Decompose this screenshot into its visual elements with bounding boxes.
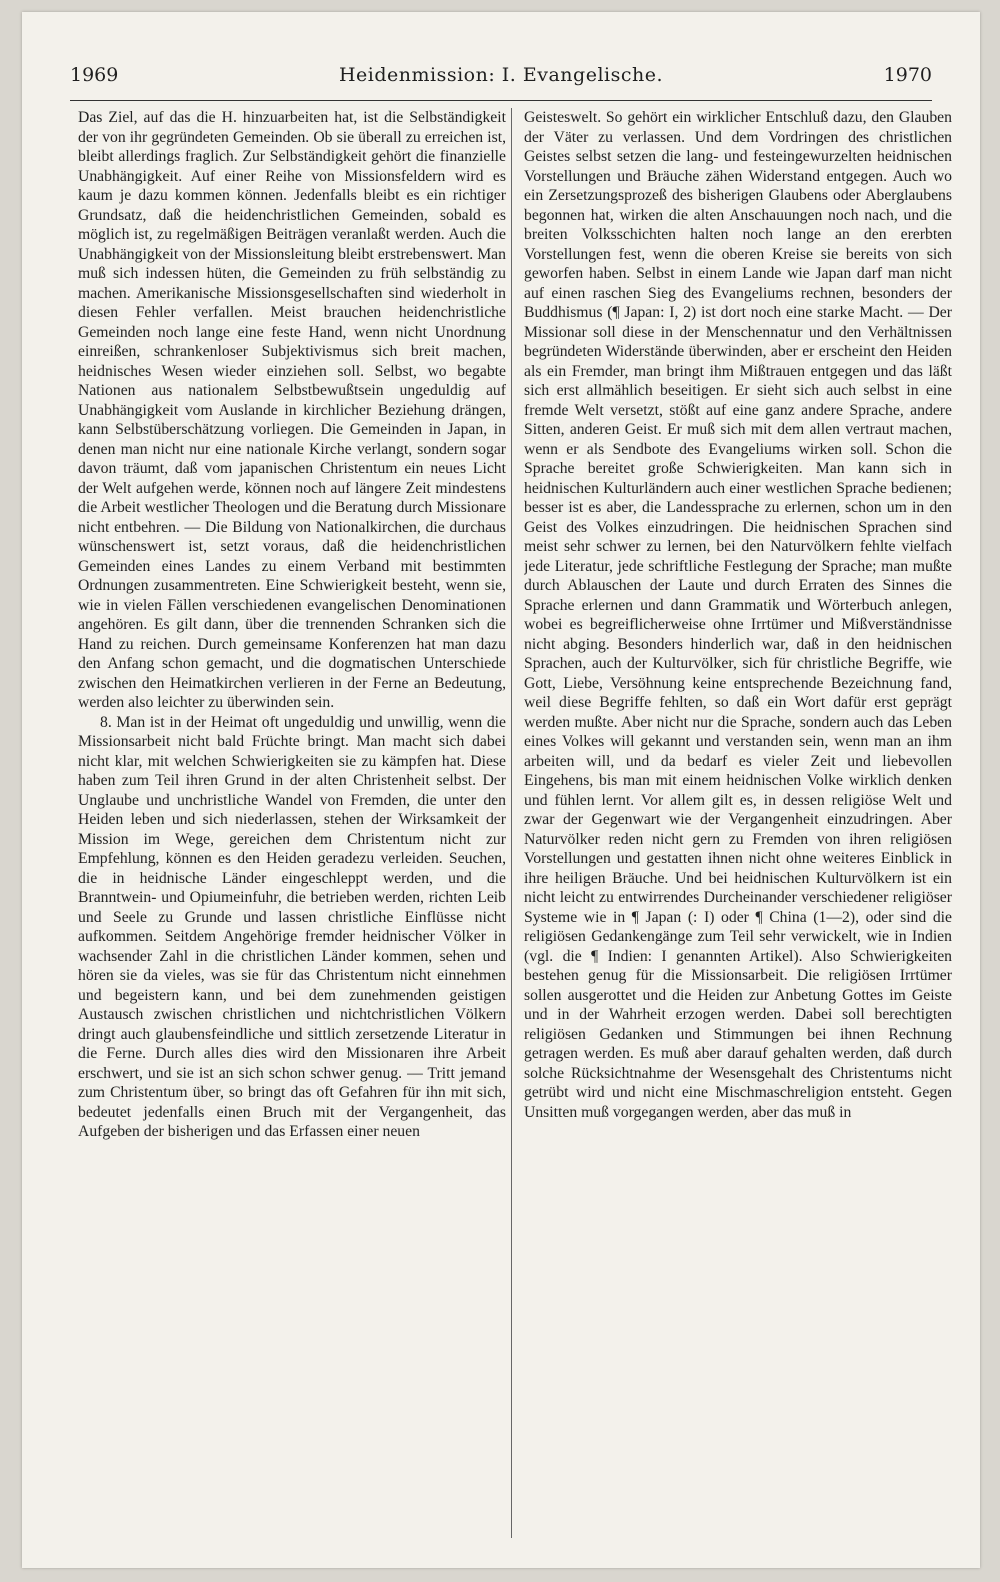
left-column <box>78 108 506 1538</box>
page-number-right: 1970 <box>883 64 932 86</box>
page-number-left: 1969 <box>70 64 119 86</box>
document-page <box>22 12 980 1568</box>
column-divider <box>511 108 512 1538</box>
paragraph: Geisteswelt. So gehört ein wirklicher Entschluß dazu, den Glauben der Väter zu verlassen. Und dem Vordringen des christlichen Geistes selbst setzen die lang- und festeingewurzelten heidnischen Vorstellungen und Bräuche zähen Widerstand entgegen. Auch wo ein Zersetzungsprozeß des bisherigen Glaubens oder Aberglaubens begonnen hat, wirken die alten Anschauungen noch nach, und die breiten Volksschichten halten noch lange an den ererbten Vorstellungen fest, wenn die oberen Kreise sie bereits von sich geworfen haben. Selbst in einem Lande wie Japan darf man nicht auf einen raschen Sieg des Evangeliums rechnen, besonders der Buddhismus (¶ Japan: I, 2) ist dort noch eine starke Macht. — Der Missionar soll diese in der Menschennatur und den Verhältnissen begründeten Widerstände überwinden, aber er erscheint den Heiden als ein Fremder, man bringt ihm Mißtrauen entgegen und das läßt sich erst allmählich beseitigen. Er sieht sich auch selbst in eine fremde Welt versetzt, stößt auf eine ganz andere Sprache, andere Sitten, anderen Geist. Er muß sich mit dem allen vertraut machen, wenn er als Sendbote des Evangeliums wirken soll. Schon die Sprache bereitet große Schwierigkeiten. Man kann sich in heidnischen Kulturländern auch einer westlichen Sprache bedienen; besser ist es aber, die Landessprache zu erlernen, schon um in den Geist des Volkes einzudringen. Die heidnischen Sprachen sind meist sehr schwer zu lernen, bei den Naturvölkern fehlte vielfach jede Literatur, jede schriftliche Festlegung der Sprache; man mußte durch Ablauschen der Laute und durch Erraten des Sinnes die Sprache erlernen und dann Grammatik und Wörterbuch anlegen, wobei es begreiflicherweise ohne Irrtümer und Mißverständnisse nicht abging. Besonders hinderlich war, daß in den heidnischen Sprachen, auch der Kulturvölker, sich für christliche Begriffe, wie Gott, Liebe, Versöhnung keine entsprechende Bezeichnung fand, weil diese Begriffe fehlten, so daß ein Wort dafür erst geprägt werden mußte. Aber nicht nur die Sprache, sondern auch das Leben eines Volkes will gekannt und verstanden sein, wenn man an ihm arbeiten will, und da bedarf es vieler Zeit und liebevollen Eingehens, bis man mit einem heidnischen Volke wirklich denken und fühlen lernt. Vor allem gilt es, in dessen religiöse Welt und zwar der Gegenwart wie der Vergangenheit einzudringen. Aber Naturvölker reden nicht gern zu Fremden von ihren religiösen Vorstellungen und gestatten ihnen nicht ohne weiteres Einblick in ihre heiligen Bräuche. Und bei heidnischen Kulturvölkern ist ein nicht leicht zu entwirrendes Durcheinander verschiedener religiöser Systeme wie in ¶ Japan (: I) oder ¶ China (1—2), oder sind die religiösen Gedankengänge zum Teil sehr verwickelt, wie in Indien (vgl. die ¶ Indien: I genannten Artikel). Also Schwierigkeiten bestehen genug für die Missionsarbeit. Die religiösen Irrtümer sollen ausgerottet und die Heiden zur Anbetung Gottes im Geiste und in der Wahrheit erzogen werden. Dabei soll berechtigten religiösen Gedanken und Stimmungen bei ihnen Rechnung getragen werden. Es muß aber darauf gehalten werden, daß durch solche Rücksichtnahme der Wesensgehalt des Christentums nicht getrübt wird und nicht eine Mischmaschreligion entsteht. Gegen Unsitten muß vorgegangen werden, aber das muß in <box>524 109 952 1121</box>
right-column <box>524 108 952 1538</box>
paragraph: Das Ziel, auf das die H. hinzuarbeiten hat, ist die Selbständigkeit der von ihr gegründeten Gemeinden. Ob sie überall zu erreichen ist, bleibt allerdings fraglich. Zur Selbständigkeit gehört die finanzielle Unabhängigkeit. Auf einer Reihe von Missionsfeldern wird es kaum je dazu kommen können. Jedenfalls bleibt es ein richtiger Grundsatz, daß die heidenchristlichen Gemeinden, sobald es möglich ist, zu regelmäßigen Beiträgen veranlaßt werden. Auch die Unabhängigkeit von der Missionsleitung bleibt erstrebenswert. Man muß sich indessen hüten, die Gemeinden zu früh selbständig zu machen. Amerikanische Missionsgesellschaften sind wiederholt in diesen Fehler verfallen. Meist brauchen heidenchristliche Gemeinden noch lange eine feste Hand, wenn nicht Unordnung einreißen, schrankenloser Subjektivismus sich breit machen, heidnisches Wesen wieder einziehen soll. Selbst, wo begabte Nationen aus nationalem Selbstbewußtsein ungeduldig auf Unabhängigkeit vom Auslande in kirchlicher Beziehung drängen, kann Selbstüberschätzung vorliegen. Die Gemeinden in Japan, in denen man nicht nur eine nationale Kirche verlangt, sondern sogar davon träumt, daß vom japanischen Christentum ein neues Licht der Welt aufgehen werde, können noch auf längere Zeit mindestens die Arbeit westlicher Theologen und die Beratung durch Missionare nicht entbehren. — Die Bildung von Nationalkirchen, die durchaus wünschenswert ist, setzt voraus, daß die heidenchristlichen Gemeinden eines Landes zu einem Verband mit bestimmten Ordnungen zusammentreten. Eine Schwierigkeit besteht, wenn sie, wie in vielen Fällen verschiedenen evangelischen Denominationen angehören. Es gilt dann, über die trennenden Schranken sich die Hand zu reichen. Durch gemeinsame Konferenzen hat man dazu den Anfang schon gemacht, und die dogmatischen Unterschiede zwischen den Heimatkirchen verlieren in der Ferne an Bedeutung, werden also leichter zu überwinden sein. <box>78 109 506 711</box>
running-title: Heidenmission: I. Evangelische. <box>338 64 664 86</box>
header-rule <box>70 100 932 101</box>
paragraph: 8. Man ist in der Heimat oft ungeduldig und unwillig, wenn die Missionsarbeit nicht bald Früchte bringt. Man macht sich dabei nicht klar, mit welchen Schwierigkeiten sie zu kämpfen hat. Diese haben zum Teil ihren Grund in der alten Christenheit selbst. Der Unglaube und unchristliche Wandel von Fremden, die unter den Heiden leben und sich niederlassen, stehen der Wirksamkeit der Mission im Wege, gereichen dem Christentum nicht zur Empfehlung, können es den Heiden geradezu verleiden. Seuchen, die in heidnische Länder eingeschleppt werden, und die Branntwein- und Opiumeinfuhr, die betrieben werden, richten Leib und Seele zu Grunde und lassen christliche Einflüsse nicht aufkommen. Seitdem Angehörige fremder heidnischer Völker in wachsender Zahl in die christlichen Länder kommen, sehen und hören sie da vieles, was sie für das Christentum nicht einnehmen und begeistern kann, und bei dem zunehmenden geistigen Austausch zwischen christlichen und nichtchristlichen Völkern dringt auch glaubensfeindliche und sittlich zersetzende Literatur in die Ferne. Durch alles dies wird den Missionaren ihre Arbeit erschwert, und sie ist an sich schon schwer genug. — Tritt jemand zum Christentum über, so bringt das oft Gefahren für ihn mit sich, bedeutet jedenfalls einen Bruch mit der Vergangenheit, das Aufgeben der bisherigen und das Erfassen einer neuen <box>78 713 506 1140</box>
page-header <box>70 64 932 94</box>
